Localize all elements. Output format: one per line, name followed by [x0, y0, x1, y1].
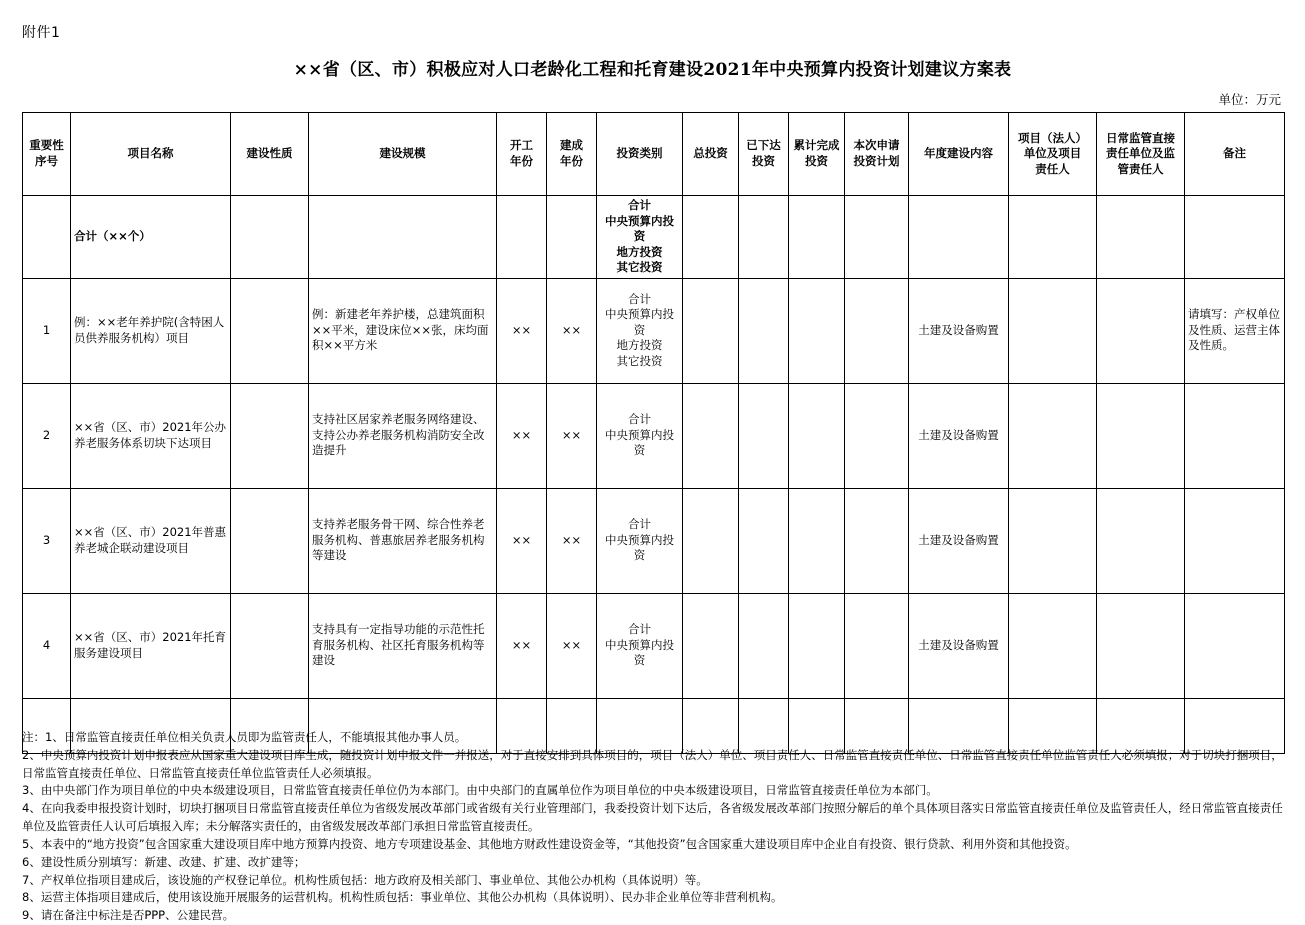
category-line: 合计 [628, 291, 651, 306]
cell-investment-category [597, 383, 683, 488]
col-header-supervision-unit: 日常监管直接 责任单位及监 管责任人 [1097, 113, 1185, 196]
cell-construction-scale: 支持养老服务骨干网、综合性养老服务机构、普惠旅居养老服务机构等建设 [309, 488, 497, 593]
cell-issued-investment [739, 488, 789, 593]
cell-project-unit [1009, 383, 1097, 488]
cell-total-investment [683, 593, 739, 698]
col-header-annual-content: 年度建设内容 [909, 113, 1009, 196]
footnotes [22, 729, 1284, 925]
cell-investment-category [597, 196, 683, 279]
footnote-item: 7、产权单位指项目建成后，该设施的产权登记单位。机构性质包括：地方政府及相关部门、事业单位、其他公办机构（具体说明）等。 [22, 872, 708, 887]
category-line: 合计 [628, 412, 651, 427]
category-line: 其它投资 [616, 260, 663, 275]
col-header-construction-nature: 建设性质 [231, 113, 309, 196]
cell-construction-nature [231, 196, 309, 279]
col-header-project-unit: 项目（法人） 单位及项目 责任人 [1009, 113, 1097, 196]
page-title: ××省（区、市）积极应对人口老龄化工程和托育建设2021年中央预算内投资计划建议方案表 [293, 60, 1012, 80]
cell-current-request [845, 383, 909, 488]
cell-completion-year: ×× [547, 383, 597, 488]
cell-start-year: ×× [497, 278, 547, 383]
cell-completion-year [547, 196, 597, 279]
category-line: 合计 [628, 517, 651, 532]
cell-total-investment [683, 278, 739, 383]
cell-annual-content [909, 196, 1009, 279]
cell-project-name: ××省（区、市）2021年普惠养老城企联动建设项目 [71, 488, 231, 593]
investment-plan-table [22, 112, 1285, 754]
cell-construction-nature [231, 488, 309, 593]
cell-project-name: ××省（区、市）2021年公办养老服务体系切块下达项目 [71, 383, 231, 488]
col-header-completion-year: 建成 年份 [547, 113, 597, 196]
cell-remark [1185, 593, 1285, 698]
cell-cumulative-completed [789, 196, 845, 279]
cell-completion-year: ×× [547, 488, 597, 593]
cell-issued-investment [739, 593, 789, 698]
cell-seq [23, 196, 71, 279]
cell-remark [1185, 488, 1285, 593]
category-line: 其它投资 [616, 353, 663, 368]
category-line: 中央预算内投资 [605, 532, 674, 563]
footnote-item: 3、由中央部门作为项目单位的中央本级建设项目，日常监管直接责任单位仍为本部门。由中央部门的直属单位作为项目单位的中央本级建设项目，日常监管直接责任单位为本部门。 [22, 783, 938, 798]
cell-project-unit [1009, 488, 1097, 593]
cell-supervision-unit [1097, 488, 1185, 593]
cell-remark [1185, 196, 1285, 279]
cell-start-year: ×× [497, 488, 547, 593]
cell-annual-content: 土建及设备购置 [909, 278, 1009, 383]
footnote-item: 6、建设性质分别填写：新建、改建、扩建、改扩建等； [22, 854, 306, 869]
cell-issued-investment [739, 383, 789, 488]
col-header-total-investment: 总投资 [683, 113, 739, 196]
col-header-current-request: 本次申请 投资计划 [845, 113, 909, 196]
unit-label: 单位：万元 [1218, 92, 1281, 107]
category-line: 中央预算内投资 [605, 307, 674, 337]
cell-cumulative-completed [789, 278, 845, 383]
col-header-project-name: 项目名称 [71, 113, 231, 196]
col-header-remark: 备注 [1185, 113, 1285, 196]
cell-supervision-unit [1097, 593, 1185, 698]
table-row [23, 196, 1285, 279]
table-row [23, 488, 1285, 593]
cell-annual-content: 土建及设备购置 [909, 383, 1009, 488]
col-header-investment-category: 投资类别 [597, 113, 683, 196]
cell-issued-investment [739, 196, 789, 279]
cell-supervision-unit [1097, 278, 1185, 383]
cell-current-request [845, 488, 909, 593]
category-line: 地方投资 [616, 244, 663, 259]
cell-current-request [845, 278, 909, 383]
footnote-item: 5、本表中的“地方投资”包含国家重大建设项目库中地方预算内投资、地方专项建设基金、其他地方财政性建设资金等，“其他投资”包含国家重大建设项目库中企业自有投资、银行贷款、利用外资和其他投资。 [22, 836, 1077, 851]
category-line: 合计 [628, 622, 651, 637]
cell-construction-scale [309, 196, 497, 279]
table-row [23, 278, 1285, 383]
cell-project-name: ××省（区、市）2021年托育服务建设项目 [71, 593, 231, 698]
cell-current-request [845, 196, 909, 279]
cell-project-unit [1009, 278, 1097, 383]
cell-project-name: 例：××老年养护院(含特困人员供养服务机构）项目 [71, 278, 231, 383]
cell-construction-nature [231, 593, 309, 698]
col-header-construction-scale: 建设规模 [309, 113, 497, 196]
cell-construction-scale: 支持社区居家养老服务网络建设、支持公办养老服务机构消防安全改造提升 [309, 383, 497, 488]
cell-total-investment [683, 488, 739, 593]
cell-remark: 请填写：产权单位及性质、运营主体及性质。 [1185, 278, 1285, 383]
cell-cumulative-completed [789, 593, 845, 698]
cell-investment-category [597, 593, 683, 698]
cell-construction-scale: 例：新建老年养护楼，总建筑面积××平米，建设床位××张，床均面积××平方米 [309, 278, 497, 383]
footnote-item: 2、中央预算内投资计划申报表应从国家重大建设项目库生成，随投资计划申报文件一并报送，对于直接安排到具体项目的，项目（法人）单位、项目责任人、日常监管直接责任单位、日常监管直接责任单位监管责任人必须填报；对于切块打捆项目，日常监管直接责任单位、日常监管直接责任单位监管责任人必须填报。 [22, 747, 1283, 780]
cell-cumulative-completed [789, 383, 845, 488]
cell-project-unit [1009, 593, 1097, 698]
cell-start-year: ×× [497, 593, 547, 698]
cell-seq: 4 [23, 593, 71, 698]
cell-completion-year: ×× [547, 593, 597, 698]
cell-start-year: ×× [497, 383, 547, 488]
cell-supervision-unit [1097, 196, 1185, 279]
category-line: 中央预算内投资 [605, 637, 674, 668]
cell-construction-nature [231, 383, 309, 488]
col-header-issued-investment: 已下达 投资 [739, 113, 789, 196]
cell-construction-nature [231, 278, 309, 383]
cell-seq: 1 [23, 278, 71, 383]
footnote-item: 注：1、日常监管直接责任单位相关负责人员即为监管责任人，不能填报其他办事人员。 [22, 730, 467, 744]
cell-issued-investment [739, 278, 789, 383]
cell-total-investment [683, 196, 739, 279]
table-row [23, 593, 1285, 698]
cell-start-year [497, 196, 547, 279]
category-line: 地方投资 [616, 338, 663, 353]
category-line: 中央预算内投资 [605, 213, 674, 244]
category-line: 合计 [628, 198, 651, 212]
cell-cumulative-completed [789, 488, 845, 593]
cell-investment-category [597, 488, 683, 593]
cell-project-unit [1009, 196, 1097, 279]
category-line: 中央预算内投资 [605, 427, 674, 458]
cell-supervision-unit [1097, 383, 1185, 488]
col-header-importance-seq: 重要性 序号 [23, 113, 71, 196]
cell-total-investment [683, 383, 739, 488]
cell-investment-category [597, 278, 683, 383]
cell-project-name: 合计（××个） [71, 196, 231, 279]
cell-current-request [845, 593, 909, 698]
footnote-item: 8、运营主体指项目建成后，使用该设施开展服务的运营机构。机构性质包括：事业单位、其他公办机构（具体说明）、民办非企业单位等非营利机构。 [22, 890, 783, 905]
cell-seq: 2 [23, 383, 71, 488]
cell-annual-content: 土建及设备购置 [909, 593, 1009, 698]
table-row [23, 383, 1285, 488]
cell-seq: 3 [23, 488, 71, 593]
cell-construction-scale: 支持具有一定指导功能的示范性托育服务机构、社区托育服务机构等建设 [309, 593, 497, 698]
col-header-cumulative-completed: 累计完成 投资 [789, 113, 845, 196]
cell-annual-content: 土建及设备购置 [909, 488, 1009, 593]
cell-remark [1185, 383, 1285, 488]
attachment-label: 附件1 [22, 25, 61, 41]
cell-completion-year: ×× [547, 278, 597, 383]
footnote-item: 9、请在备注中标注是否PPP、公建民营。 [22, 908, 235, 923]
table-header-row [23, 113, 1285, 196]
col-header-start-year: 开工 年份 [497, 113, 547, 196]
footnote-item: 4、在向我委申报投资计划时，切块打捆项目日常监管直接责任单位为省级发展改革部门或省级有关行业管理部门，我委投资计划下达后，各省级发展改革部门按照分解后的单个具体项目落实日常监管直接责任单位及监管责任人，经日常监管直接责任单位及监管责任人认可后填报入库；未分解落实责任的，由省级发展改革部门承担日常监管直接责任。 [22, 801, 1283, 834]
